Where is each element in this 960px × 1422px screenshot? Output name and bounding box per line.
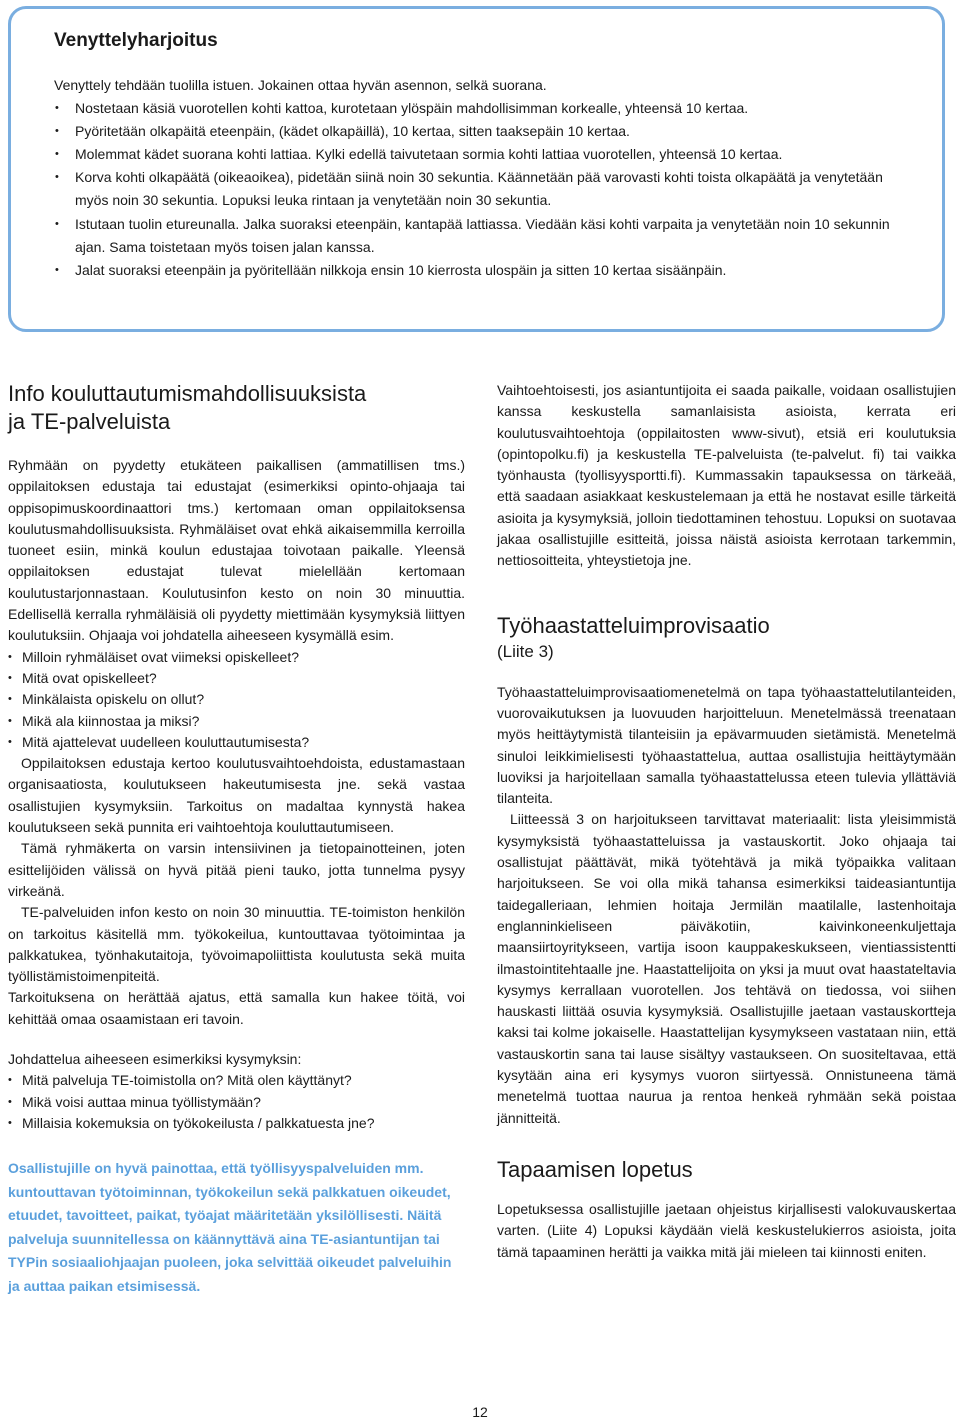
- stretch-intro: Venyttely tehdään tuolilla istuen. Jokainen ottaa hyvän asennon, selkä suorana.: [54, 77, 547, 93]
- paragraph: TE-palveluiden infon kesto on noin 30 minuuttia. TE-toimiston henkilön on tarkoitus käsitellä mm. työkokeilua, kuntouttavaa työtoimintaa ja palkkatukea, työnhakutaitoja, työvoimapoliittista koulutusta sekä muita työllistämistoimenpiteitä.: [8, 904, 465, 985]
- section-subheading: (Liite 3): [497, 641, 554, 661]
- list-item: • Mitä palveluja TE-toimistolla on? Mitä olen käyttänyt?: [8, 1070, 465, 1091]
- section-heading-info: [8, 380, 465, 436]
- stretch-item: • Nostetaan käsiä vuorotellen kohti kattoa, kurotetaan ylöspäin mahdollisimman korkealle, yhteensä 10 kertaa.: [54, 97, 914, 120]
- paragraph: Tarkoituksena on herättää ajatus, että samalla kun hakee töitä, voi kehittää omaa osaamistaan eri tavoin.: [8, 989, 465, 1027]
- paragraph: Työhaastatteluimprovisaatiomenetelmä on tapa työhaastattelutilanteiden, vuorovaikutuksen ja luovuuden harjoitteluun. Menetelmässä treenataan myös heittäytymistä tilanteisiin ja epävarmuuden sietämistä. Menetelmä sinuloi leikkimielisesti työhaastattelua, auttaa osallistujia heittäytymään luoviksi ja harjoitellaan samalla työhaastattelussa eteen tulevia yllättäviä tilanteita.: [497, 683, 956, 807]
- paragraph: Liitteessä 3 on harjoitukseen tarvittavat materiaalit: lista yleisimmistä kysymyksistä työhaastatteluissa ja vastauskortit. Joko ohjaaja tai osallistujat päättävät, mikä työtehtävä ja mikä työpaikka valitaan harjoitukseen. Se voi olla mikä tahansa esimerkiksi taideasiantuntija taidegalleriaan, lehmien hoitaja Jermilän maatilalle, lastenhoitaja englanninkieliseen päiväkotiin, kaivinkoneenkuljettaja maansiirtoyritykseen, vartija isoon kauppakeskukseen, vientiassistentti ilmastointitehtaalle jne. Haastattelijoita on yksi ja muut ovat haastateltavia kysymys kerrallaan vuorotellen. Jos tehtävä on tiedossa, voi siihen hauskasti liittää osuvia kysymyksiä. Osallistujille jaetaan vastauskortteja kaksi tai kolme jokaiselle. Haastattelijan kysymykseen vastataan niin, että vastauskortin sana tai lause sisältyy vastaukseen. On suositeltavaa, että kysytään aina eri kysymys vuoron siirtyessä. Onnistuneena tämä menetelmä tuottaa naurua ja rentoa henkeä ryhmään sekä poistaa jännitteitä.: [497, 811, 956, 1126]
- stretch-item: • Pyöritetään olkapäitä eteenpäin, (kädet olkapäillä), 10 kertaa, sitten taaksepäin 10 kertaa.: [54, 120, 914, 143]
- section-heading-improvisation: Työhaastatteluimprovisaatio: [497, 612, 770, 638]
- stretch-box-title: Venyttelyharjoitus: [54, 30, 218, 51]
- paragraph: Johdattelua aiheeseen esimerkiksi kysymyksin:: [8, 1051, 302, 1068]
- question-list: [8, 1070, 465, 1134]
- stretch-item: • Jalat suoraksi eteenpäin ja pyöritellään nilkkoja ensin 10 kierrosta ulospäin ja sitten 10 kertaa sisäänpäin.: [54, 259, 914, 282]
- paragraph: Lopetuksessa osallistujille jaetaan ohjeistus kirjallisesti valokuvauskertaa varten. (Liite 4) Lopuksi käydään vielä keskustelukierros asioista, joita tämä tapaaminen herätti ja vaikka mitä jäi mieleen tai kiinnosti eniten.: [497, 1200, 956, 1260]
- list-item: • Mitä ajattelevat uudelleen kouluttautumisesta?: [8, 732, 465, 753]
- list-item: • Mikä ala kiinnostaa ja miksi?: [8, 711, 465, 732]
- stretch-item: • Molemmat kädet suorana kohti lattiaa. Kylki edellä taivutetaan sormia kohti lattiaa vuorotellen, yhteensä 10 kertaa.: [54, 143, 914, 166]
- paragraph: Oppilaitoksen edustaja kertoo koulutusvaihtoehdoista, edustamastaan organisaatiosta, koulutukseen hakeutumisesta jne. sekä vastaa osallistujien kysymyksiin. Tarkoitus on madaltaa kynnystä hakea koulutukseen sekä punnita eri vaihtoehtoja kouluttautumiseen.: [8, 755, 465, 836]
- list-item: • Mikä voisi auttaa minua työllistymään?: [8, 1092, 465, 1113]
- list-item: • Mitä ovat opiskelleet?: [8, 668, 465, 689]
- stretch-list: [54, 97, 914, 282]
- highlight-note: Osallistujille on hyvä painottaa, että työllisyyspalveluiden mm. kuntouttavan työtoiminnan, työkokeilun sekä palkkatuen oikeudet, etuudet, tavoitteet, paikat, työajat määritetään yksilöllisesti. Näitä palveluja suunnitellessa on käännyttävä aina TE-asiantuntijan tai TYPin sosiaaliohjaajan puoleen, joka selvittää oikeudet palveluihin ja auttaa paikan etsimisessä.: [8, 1160, 452, 1294]
- stretch-box-body: [54, 74, 914, 282]
- paragraph: Tämä ryhmäkerta on varsin intensiivinen ja tietopainotteinen, joten esittelijöiden välissä on hyvä pitää pieni tauko, jotta tunnelma pysyy virkeänä.: [8, 840, 465, 899]
- left-column: [8, 380, 465, 1298]
- stretch-item: • Istutaan tuolin etureunalla. Jalka suoraksi eteenpäin, kantapää lattiassa. Viedään käsi kohti varpaita ja venytetään noin 10 sekunnin ajan. Sama toistetaan myös toisen jalan kanssa.: [54, 213, 914, 259]
- paragraph: Vaihtoehtoisesti, jos asiantuntijoita ei saada paikalle, voidaan osallistujien kanssa keskustella samanlaisista asioista, kerrata eri koulutusvaihtoehtoja (oppilaitosten www-sivut), etsiä eri koulutuksia (opintopolku.fi) ja keskustella TE-palveluista (te-palvelut. fi) tai vaikka työnhausta (tyollisyysportti.fi). Kummassakin tapauksessa on tärkeää, että saadaan asiakkaat keskustelemaan ja että he nostavat esille tärkeitä asioita ja kysymyksiä, jolloin tiedottaminen tehostuu. Lopuksi on suotavaa jakaa osallistujille esitteitä, joissa näistä asioista kerrotaan tarkemmin, nettiosoitteita, yhteystietoja jne.: [497, 382, 956, 569]
- right-column: [497, 380, 956, 1263]
- heading-line: ja TE-palveluista: [8, 409, 171, 434]
- list-item: • Milloin ryhmäläiset ovat viimeksi opiskelleet?: [8, 647, 465, 668]
- section-heading-closing: Tapaamisen lopetus: [497, 1156, 693, 1182]
- heading-line: Info kouluttautumismahdollisuuksista: [8, 381, 367, 406]
- list-item: • Minkälaista opiskelu on ollut?: [8, 689, 465, 710]
- page-number: 12: [472, 1404, 488, 1420]
- stretch-item: • Korva kohti olkapäätä (oikeaoikea), pidetään siinä noin 30 sekuntia. Käännetään pää varovasti kohti toista olkapäätä ja venytetään myös noin 30 sekuntia. Lopuksi leuka rintaan ja venytetään noin 30 sekuntia.: [54, 166, 914, 212]
- question-list: [8, 647, 465, 753]
- list-item: • Millaisia kokemuksia on työkokeilusta / palkkatuesta jne?: [8, 1113, 465, 1134]
- paragraph: Ryhmään on pyydetty etukäteen paikallisen (ammatillisen tms.) oppilaitoksen edustaja tai edustajat (esimerkiksi opinto-ohjaaja tai oppisopimuskoordinaattori tms.) kertomaan oman oppilaitoksensa koulutusmahdollisuuksista. Ryhmäläiset ovat ehkä aikaisemmilla kerroilla tuoneet esiin, minkä koulun edustajaa toivotaan paikalle. Yleensä oppilaitoksen edustajat tulevat mielellään kertomaan koulutustarjonnastaan. Koulutusinfon kesto on noin 30 minuuttia. Edellisellä kerralla ryhmäläisiä oli pyydetty miettimään kysymyksiä liittyen koulutuksiin. Ohjaaja voi johdatella aiheeseen kysymällä esim.: [8, 457, 465, 644]
